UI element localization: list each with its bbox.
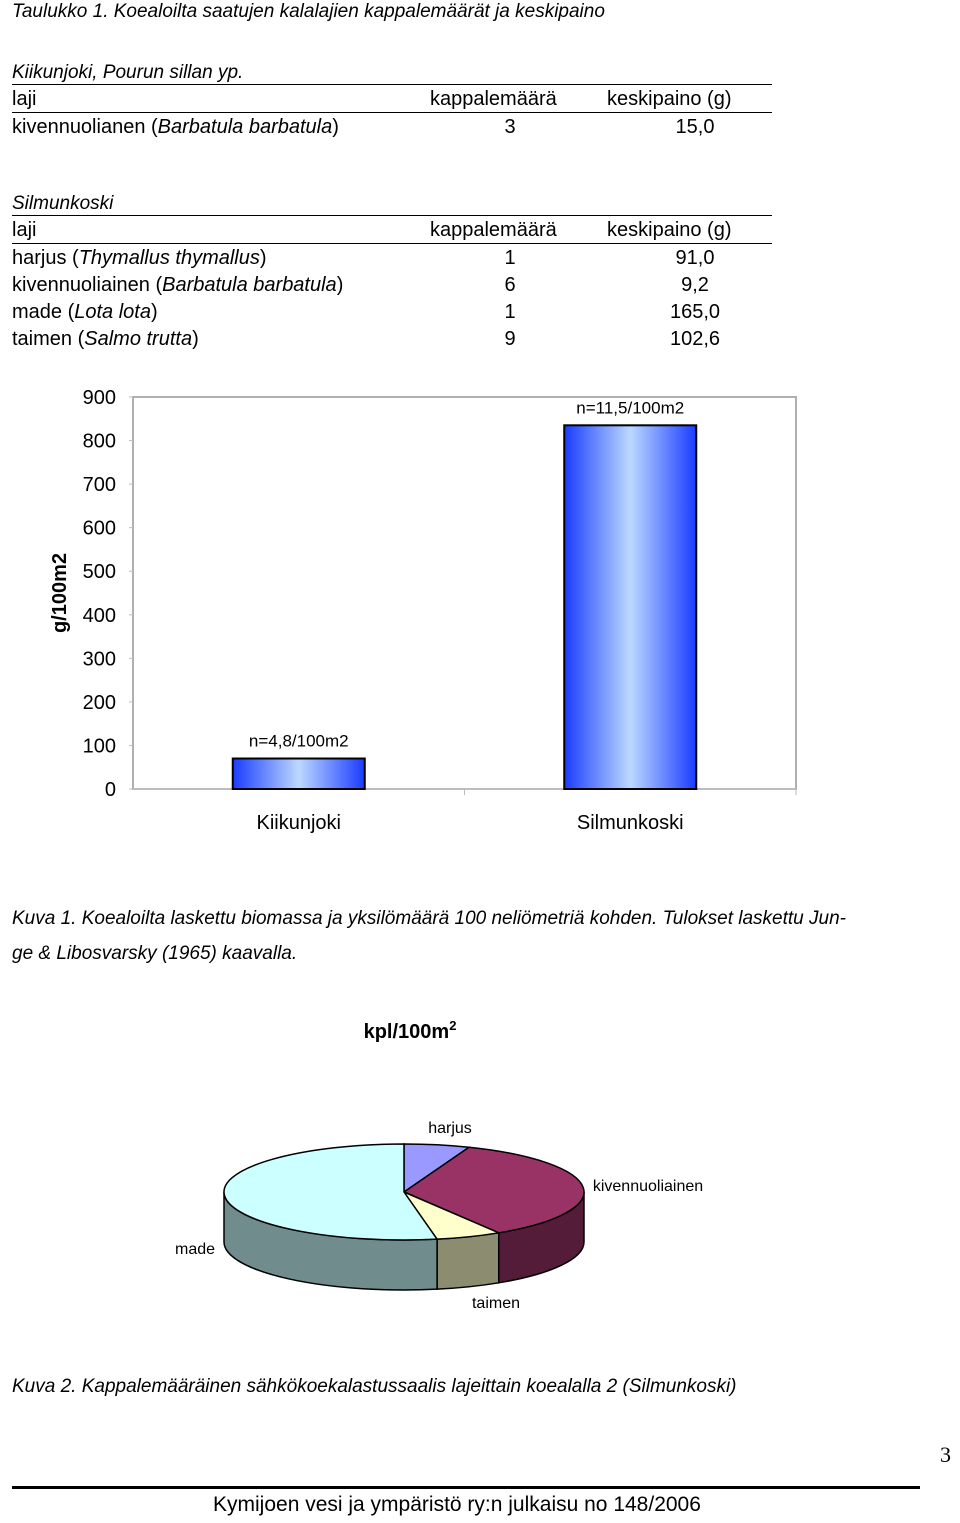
weight-value: 102,6 bbox=[669, 328, 721, 350]
pie-wall-made bbox=[437, 1233, 499, 1289]
weight-value: 91,0 bbox=[675, 247, 715, 269]
y-tick-label: 700 bbox=[82, 474, 116, 497]
y-tick-label: 400 bbox=[82, 604, 116, 627]
count-value: 9 bbox=[504, 328, 516, 350]
header-weight: keskipaino (g) bbox=[607, 219, 732, 241]
bar-label: n=11,5/100m2 bbox=[576, 398, 685, 418]
latin-name: Lota lota bbox=[74, 301, 151, 323]
pie-label: made bbox=[174, 1241, 216, 1258]
y-tick-label: 800 bbox=[82, 430, 116, 453]
y-tick-label: 600 bbox=[82, 517, 116, 540]
count-value: 1 bbox=[504, 301, 516, 323]
table-row: made (Lota lota) 1 165,0 bbox=[12, 301, 721, 323]
weight-value: 9,2 bbox=[681, 274, 709, 296]
pie-label: taimen bbox=[471, 1295, 521, 1312]
y-tick-label: 900 bbox=[82, 387, 116, 409]
pie-label: harjus bbox=[428, 1120, 472, 1137]
site-name: Silmunkoski bbox=[12, 193, 114, 214]
count-value: 1 bbox=[504, 247, 516, 269]
table-row: kivennuolianen (Barbatula barbatula) 3 15,0 bbox=[12, 116, 715, 138]
bar-label: n=4,8/100m2 bbox=[248, 731, 349, 751]
table-row: taimen (Salmo trutta) 9 102,6 bbox=[12, 328, 721, 350]
latin-name: Salmo trutta bbox=[84, 328, 193, 350]
site-name: Kiikunjoki, Pourun sillan yp. bbox=[12, 62, 244, 83]
count-value: 3 bbox=[504, 116, 516, 138]
y-tick-label: 200 bbox=[82, 691, 116, 714]
y-axis-label: g/100m2 bbox=[49, 552, 71, 634]
y-tick-label: 500 bbox=[82, 561, 116, 584]
page-number: 3 bbox=[940, 1442, 951, 1467]
species-pie-chart bbox=[0, 1005, 960, 1325]
footer-rule bbox=[12, 1486, 920, 1489]
latin-name: Barbatula barbatula bbox=[162, 274, 337, 296]
y-tick-label: 100 bbox=[82, 735, 116, 758]
pie-label: kivennuoliainen bbox=[592, 1178, 704, 1195]
table-row: harjus (Thymallus thymallus) 1 91,0 bbox=[12, 247, 715, 269]
bar-kiikunjoki bbox=[233, 759, 365, 789]
table-row: kivennuoliainen (Barbatula barbatula) 6 9,2 bbox=[12, 274, 709, 296]
header-species: laji bbox=[12, 88, 37, 110]
footer-text: Kymijoen vesi ja ympäristö ry:n julkaisu no 148/2006 bbox=[213, 1493, 701, 1516]
latin-name: Barbatula barbatula bbox=[157, 116, 333, 138]
bar-silmunkoski bbox=[564, 425, 696, 789]
category-label: Kiikunjoki bbox=[256, 812, 341, 834]
header-count: kappalemäärä bbox=[430, 88, 557, 110]
header-count: kappalemäärä bbox=[430, 219, 557, 241]
y-tick-label: 0 bbox=[104, 779, 116, 801]
header-species: laji bbox=[12, 219, 37, 241]
category-label: Silmunkoski bbox=[576, 812, 684, 834]
biomass-bar-chart bbox=[0, 370, 960, 850]
header-weight: keskipaino (g) bbox=[607, 88, 732, 110]
count-value: 6 bbox=[504, 274, 516, 296]
figure2-caption: Kuva 2. Kappalemääräinen sähkökoekalastussaalis lajeittain koealalla 2 (Silmunkoski) bbox=[12, 1376, 737, 1397]
figure1-caption-cont: ge & Libosvarsky (1965) kaavalla. bbox=[12, 943, 298, 964]
pie-title: kpl/$100m^2$ bbox=[363, 1018, 457, 1043]
table-caption: Taulukko 1. Koealoilta saatujen kalalajien kappalemäärät ja keskipaino bbox=[12, 1, 605, 22]
weight-value: 15,0 bbox=[675, 116, 715, 138]
latin-name: Thymallus thymallus bbox=[78, 247, 260, 269]
weight-value: 165,0 bbox=[669, 301, 721, 323]
y-tick-label: 300 bbox=[82, 648, 116, 671]
figure1-caption: Kuva 1. Koealoilta laskettu biomassa ja yksilömäärä 100 neliömetriä kohden. Tulokset laskettu Jun- bbox=[12, 908, 846, 929]
